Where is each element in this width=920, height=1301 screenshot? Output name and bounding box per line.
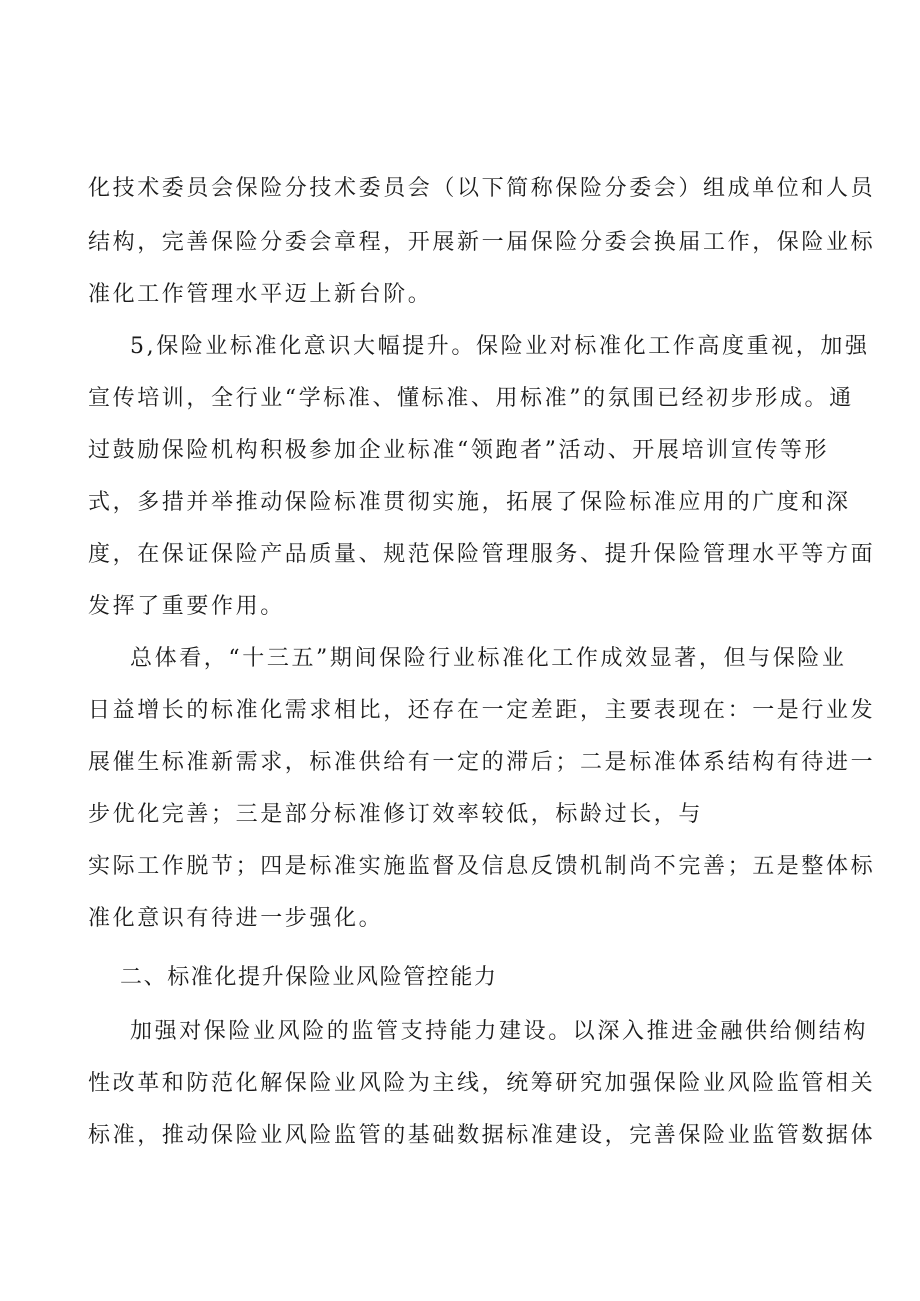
paragraph-5-line-3: 过鼓励保险机构积极参加企业标准“领跑者”活动、开展培训宣传等形 [88, 438, 830, 463]
paragraph-continued-line-3: 准化工作管理水平迈上新台阶。 [88, 282, 433, 307]
paragraph-summary-line-1: 总体看，“十三五”期间保险行业标准化工作成效显著，但与保险业 [130, 646, 847, 671]
paragraph-risk-line-3: 标准，推动保险业风险监管的基础数据标准建设，完善保险业监管数据体 [88, 1123, 876, 1148]
paragraph-continued-line-2: 结构，完善保险分委会章程，开展新一届保险分委会换届工作，保险业标 [88, 230, 876, 255]
paragraph-risk-line-1: 加强对保险业风险的监管支持能力建设。以深入推进金融供给侧结构 [130, 1019, 869, 1044]
paragraph-risk-line-2: 性改革和防范化解保险业风险为主线，统筹研究加强保险业风险监管相关 [88, 1071, 876, 1096]
paragraph-5-line-2: 宣传培训，全行业“学标准、懂标准、用标准”的氛围已经初步形成。通 [88, 386, 854, 411]
paragraph-5-line-5: 度，在保证保险产品质量、规范保险管理服务、提升保险管理水平等方面 [88, 542, 876, 567]
paragraph-continued-line-1: 化技术委员会保险分技术委员会（以下简称保险分委会）组成单位和人员 [88, 176, 876, 201]
paragraph-summary-line-5: 实际工作脱节；四是标准实施监督及信息反馈机制尚不完善；五是整体标 [88, 854, 876, 879]
paragraph-summary-line-6: 准化意识有待进一步强化。 [88, 906, 384, 931]
paragraph-5-line-6: 发挥了重要作用。 [88, 594, 285, 619]
paragraph-5-line-1: 5,保险业标准化意识大幅提升。保险业对标准化工作高度重视，加强 [130, 334, 870, 359]
paragraph-summary-line-2: 日益增长的标准化需求相比，还存在一定差距，主要表现在：一是行业发 [88, 698, 876, 723]
paragraph-5-line-4: 式，多措并举推动保险标准贯彻实施，拓展了保险标准应用的广度和深 [88, 490, 851, 515]
paragraph-summary-line-4: 步优化完善；三是部分标准修订效率较低，标龄过长，与 [88, 802, 704, 827]
section-heading: 二、标准化提升保险业风险管控能力 [120, 965, 498, 990]
paragraph-summary-line-3: 展催生标准新需求，标准供给有一定的滞后；二是标准体系结构有待进一 [88, 750, 876, 775]
